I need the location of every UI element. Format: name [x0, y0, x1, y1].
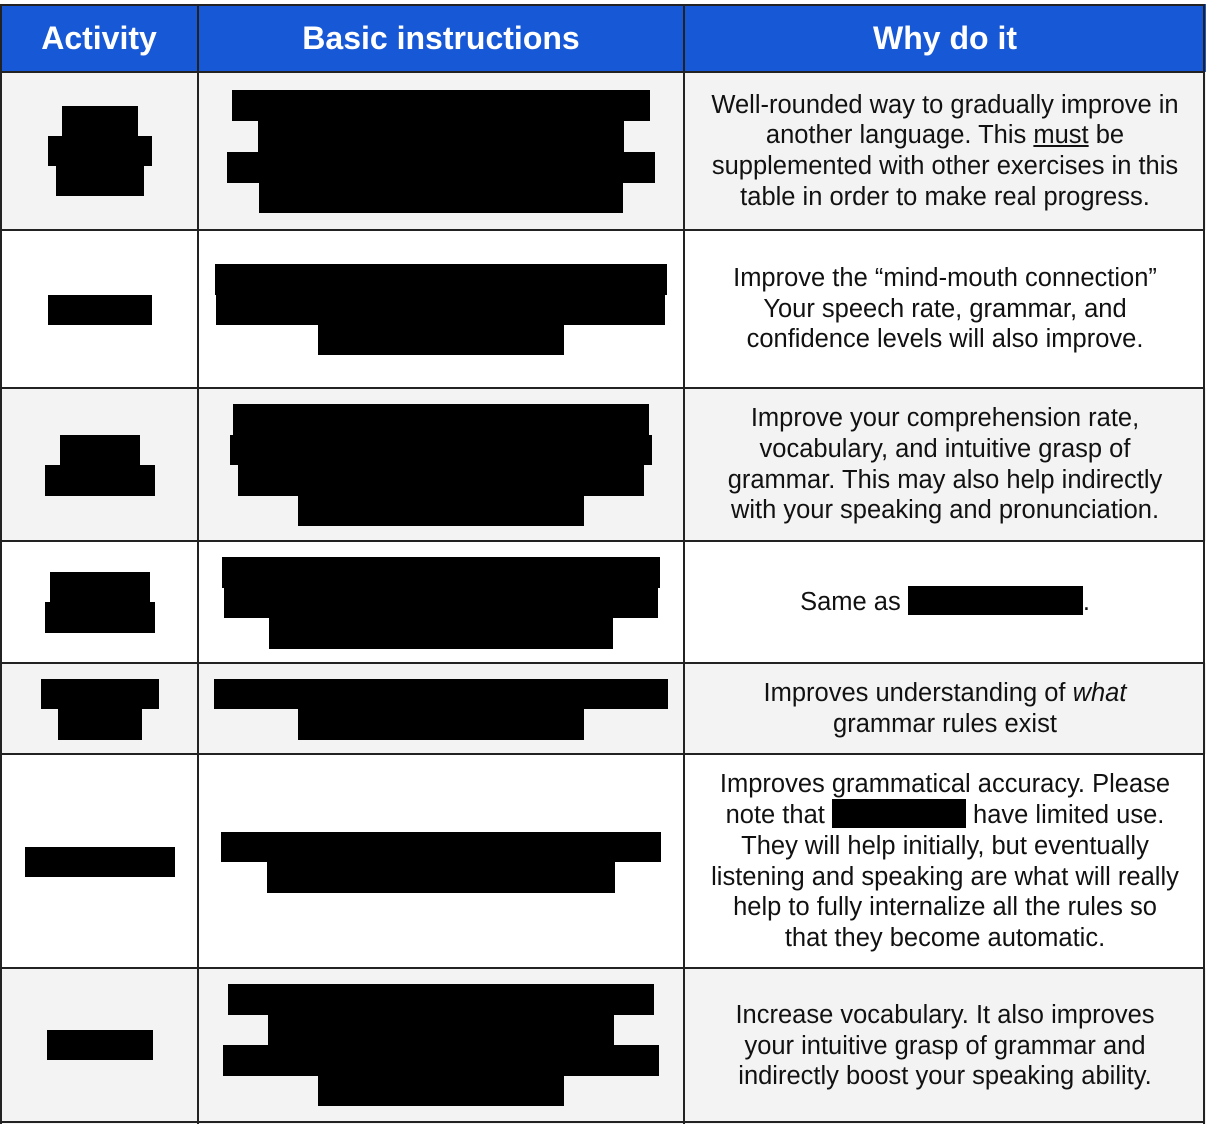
activity-cell	[0, 388, 198, 541]
activity-cell	[0, 541, 198, 663]
why-text: vocabulary, and intuitive grasp of	[759, 434, 1131, 463]
table-border	[683, 4, 685, 1124]
why-text: They will help initially, but eventually	[741, 831, 1149, 860]
why-emphasis: what	[1072, 678, 1127, 707]
header-activity: Activity	[41, 19, 157, 56]
redaction-block	[48, 295, 152, 325]
why-cell	[684, 230, 1206, 388]
why-cell	[684, 663, 1206, 754]
redaction-block	[56, 166, 144, 196]
activity-cell	[0, 663, 198, 754]
redaction-block	[45, 465, 155, 496]
why-text: Improves grammatical accuracy. Please	[719, 769, 1171, 798]
redaction-block	[216, 295, 665, 325]
redaction-block	[238, 465, 644, 496]
redaction-block	[214, 679, 668, 709]
redaction-block	[50, 572, 150, 602]
activity-cell	[0, 968, 198, 1124]
table-border	[0, 229, 1205, 231]
why-text: Your speech rate, grammar, and	[763, 294, 1127, 323]
redaction-block	[223, 1045, 659, 1076]
why-text: have limited use.	[965, 801, 1165, 830]
table-border	[0, 662, 1205, 664]
redaction-block	[228, 984, 654, 1015]
why-cell	[684, 754, 1206, 968]
why-text: grammar. This may also help indirectly	[727, 465, 1163, 494]
instructions-cell	[198, 230, 684, 388]
table-border	[0, 387, 1205, 389]
why-text: listening and speaking are what will really	[711, 862, 1179, 891]
instructions-cell	[198, 968, 684, 1124]
table-border	[0, 967, 1205, 969]
redaction-block	[267, 862, 615, 893]
redaction-block	[227, 152, 655, 183]
redaction-block	[832, 799, 966, 828]
why-text: confidence levels will also improve.	[746, 325, 1144, 354]
redaction-block	[224, 588, 658, 618]
table-border	[0, 1121, 1205, 1123]
table-border	[0, 753, 1205, 755]
why-text: with your speaking and pronunciation.	[730, 496, 1160, 525]
why-text: table in order to make real progress.	[740, 182, 1150, 211]
redaction-block	[41, 679, 159, 709]
instructions-cell	[198, 541, 684, 663]
table-row	[0, 541, 1206, 663]
redaction-block	[48, 136, 152, 166]
redaction-block	[47, 1030, 153, 1060]
table-row	[0, 754, 1206, 968]
table-border	[0, 4, 2, 1124]
why-text: another language. This	[765, 121, 1034, 150]
redaction-block	[318, 325, 564, 355]
redaction-block	[60, 435, 140, 465]
redaction-block	[259, 183, 623, 213]
instructions-cell	[198, 388, 684, 541]
why-text: indirectly boost your speaking ability.	[738, 1062, 1152, 1091]
redaction-block	[58, 709, 142, 740]
table-border	[0, 4, 1205, 6]
why-text: supplemented with other exercises in this	[711, 152, 1179, 180]
table-row	[0, 72, 1206, 230]
why-text: be	[1088, 121, 1125, 150]
why-text: .	[1082, 588, 1090, 617]
instructions-cell	[198, 754, 684, 968]
table-border	[0, 540, 1205, 542]
why-text: Improve the “mind-mouth connection”	[733, 264, 1157, 293]
why-cell	[684, 72, 1206, 230]
why-text: help to fully internalize all the rules so	[733, 893, 1157, 922]
why-text: Increase vocabulary. It also improves	[735, 1001, 1155, 1030]
why-text: Well-rounded way to gradually improve in	[711, 90, 1179, 119]
instructions-cell	[198, 72, 684, 230]
why-text: Improves understanding of	[763, 678, 1073, 707]
why-text: that they become automatic.	[784, 923, 1106, 952]
redaction-block	[25, 847, 175, 877]
instructions-cell	[198, 663, 684, 754]
why-text: your intuitive grasp of grammar and	[744, 1031, 1146, 1060]
table-border	[197, 4, 199, 1124]
redaction-block	[62, 106, 138, 136]
activity-cell	[0, 754, 198, 968]
table-row	[0, 663, 1206, 754]
redaction-block	[298, 496, 584, 526]
table-border	[0, 71, 1205, 73]
redaction-block	[298, 709, 584, 740]
redaction-block	[269, 618, 613, 649]
why-text: Improve your comprehension rate,	[750, 404, 1140, 433]
redaction-block	[45, 602, 155, 633]
redaction-block	[908, 586, 1083, 615]
activity-cell	[0, 72, 198, 230]
why-emphasis: must	[1033, 121, 1089, 150]
redaction-block	[230, 435, 652, 465]
why-text: Same as	[800, 588, 908, 617]
header-basic-instructions: Basic instructions	[302, 19, 580, 56]
table-row	[0, 388, 1206, 541]
why-text: grammar rules exist	[833, 709, 1057, 738]
redaction-block	[221, 832, 661, 862]
table-row	[0, 230, 1206, 388]
why-text: note that	[725, 801, 832, 830]
redaction-block	[233, 404, 649, 435]
table-row	[0, 968, 1206, 1124]
table-header-row	[0, 4, 1206, 72]
why-cell	[684, 968, 1206, 1124]
header-why-do-it: Why do it	[873, 19, 1017, 56]
redaction-block	[318, 1076, 564, 1106]
redaction-block	[232, 90, 650, 121]
redaction-block	[215, 264, 667, 295]
why-cell	[684, 541, 1206, 663]
why-cell	[684, 388, 1206, 541]
table-border	[1203, 4, 1205, 1124]
redaction-block	[258, 121, 624, 152]
redaction-block	[222, 557, 660, 588]
activity-cell	[0, 230, 198, 388]
redaction-block	[268, 1015, 614, 1045]
